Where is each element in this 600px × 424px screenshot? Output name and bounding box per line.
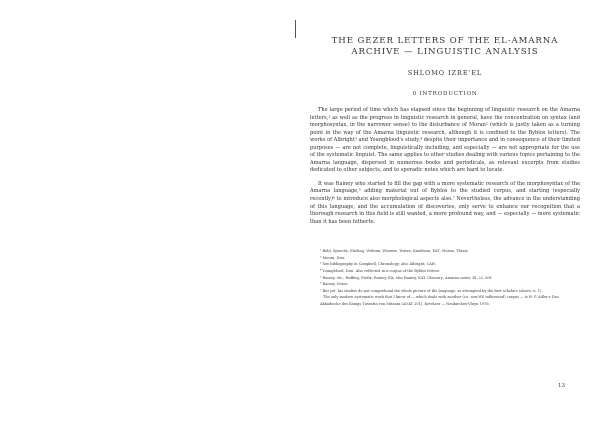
footnote: ³ See bibliography in Campbell, Chronology; also Albright, CAH. bbox=[320, 262, 437, 267]
article-title bbox=[310, 36, 580, 58]
footnote: ⁴ Youngblood, Diss. Also reflected in a corpus of the Byblos letters. bbox=[320, 268, 441, 273]
footnote: ⁷ But yet, his studies do not comprehend the whole picture of the language, as attempted by the first scholars (above, n. 1). bbox=[320, 288, 543, 293]
footnote: ¹ Böhl, Sprache; Ebeling, Verbum; Dhorme, Textes; Knudtzon, EAT; Moran, Thesis. bbox=[320, 249, 469, 254]
paragraph: The large period of time which has elapsed since the beginning of linguistic research on the Amarna letters,¹ as well as the progress in linguistic research in general, have the concentration on syntax (and morphosyntax, in the narrower sense) to the disturbance of Moran² (which is justly taken as a turning point in the way of the Amarna linguistic research, although it is confined to the Byblos letters). The works of Albright³ and Youngblood's study,⁴ despite their importance and in consequence of their limited purposes — are not complete, linguistically including, and especially — are not appropriate for the use of the systematic linguist. The same applies to other studies dealing with various topics pertaining to the Amarna language, dispersed in numerous books and periodicals, as relevant excerpts from studies dedicated to other subjects, and to sporadic notes which are hard to locate. bbox=[310, 107, 580, 174]
footnote: ² Moran, Diss. bbox=[320, 255, 346, 260]
footnote: ⁶ Rainey, Notes. bbox=[320, 282, 349, 287]
body-text bbox=[310, 107, 580, 226]
title-line-2: ARCHIVE — LINGUISTIC ANALYSIS bbox=[351, 47, 539, 57]
footnote: ⁵ Rainey, etc.; Ruffing, Prefix; Rainey, EA; also Rainey, EAT, Glossary; Amarna notes; EL 22, 60f. bbox=[320, 275, 493, 280]
section-heading: 0 INTRODUCTION bbox=[412, 91, 478, 97]
footnotes bbox=[310, 248, 580, 307]
title-line-1: THE GEZER LETTERS OF THE EL-AMARNA bbox=[331, 36, 559, 46]
page-number: 13 bbox=[558, 383, 565, 389]
footnote: The only modern systematic work that I know of — which deals with another (i.e. non-WS influenced) corpus — is H. P. Adler's Das Akkadische des Königs Tušratta von Mitanni (AOAT 201), Kevelaer — Neukirchen-Vluyn 1976. bbox=[320, 295, 559, 306]
paragraph: It was Rainey who started to fill the gap with a more systematic research of the morphosyntax of the Amarna language,⁵ adding material out of Byblos to the studied corpus, and starting (especially recently)⁶ to introduce also morphological aspects also.⁷ Nevertheless, the advance in the understanding of this language, and the accumulation of discoveries, only serve to enhance our recognition that a thorough research in this field is still wanted, a more profound way, and — especially — more systematic than it has been hitherto. bbox=[310, 180, 580, 225]
gutter-mark bbox=[295, 20, 296, 38]
author-name: SHLOMO IZRE'EL bbox=[407, 69, 483, 77]
article-page bbox=[310, 36, 580, 308]
